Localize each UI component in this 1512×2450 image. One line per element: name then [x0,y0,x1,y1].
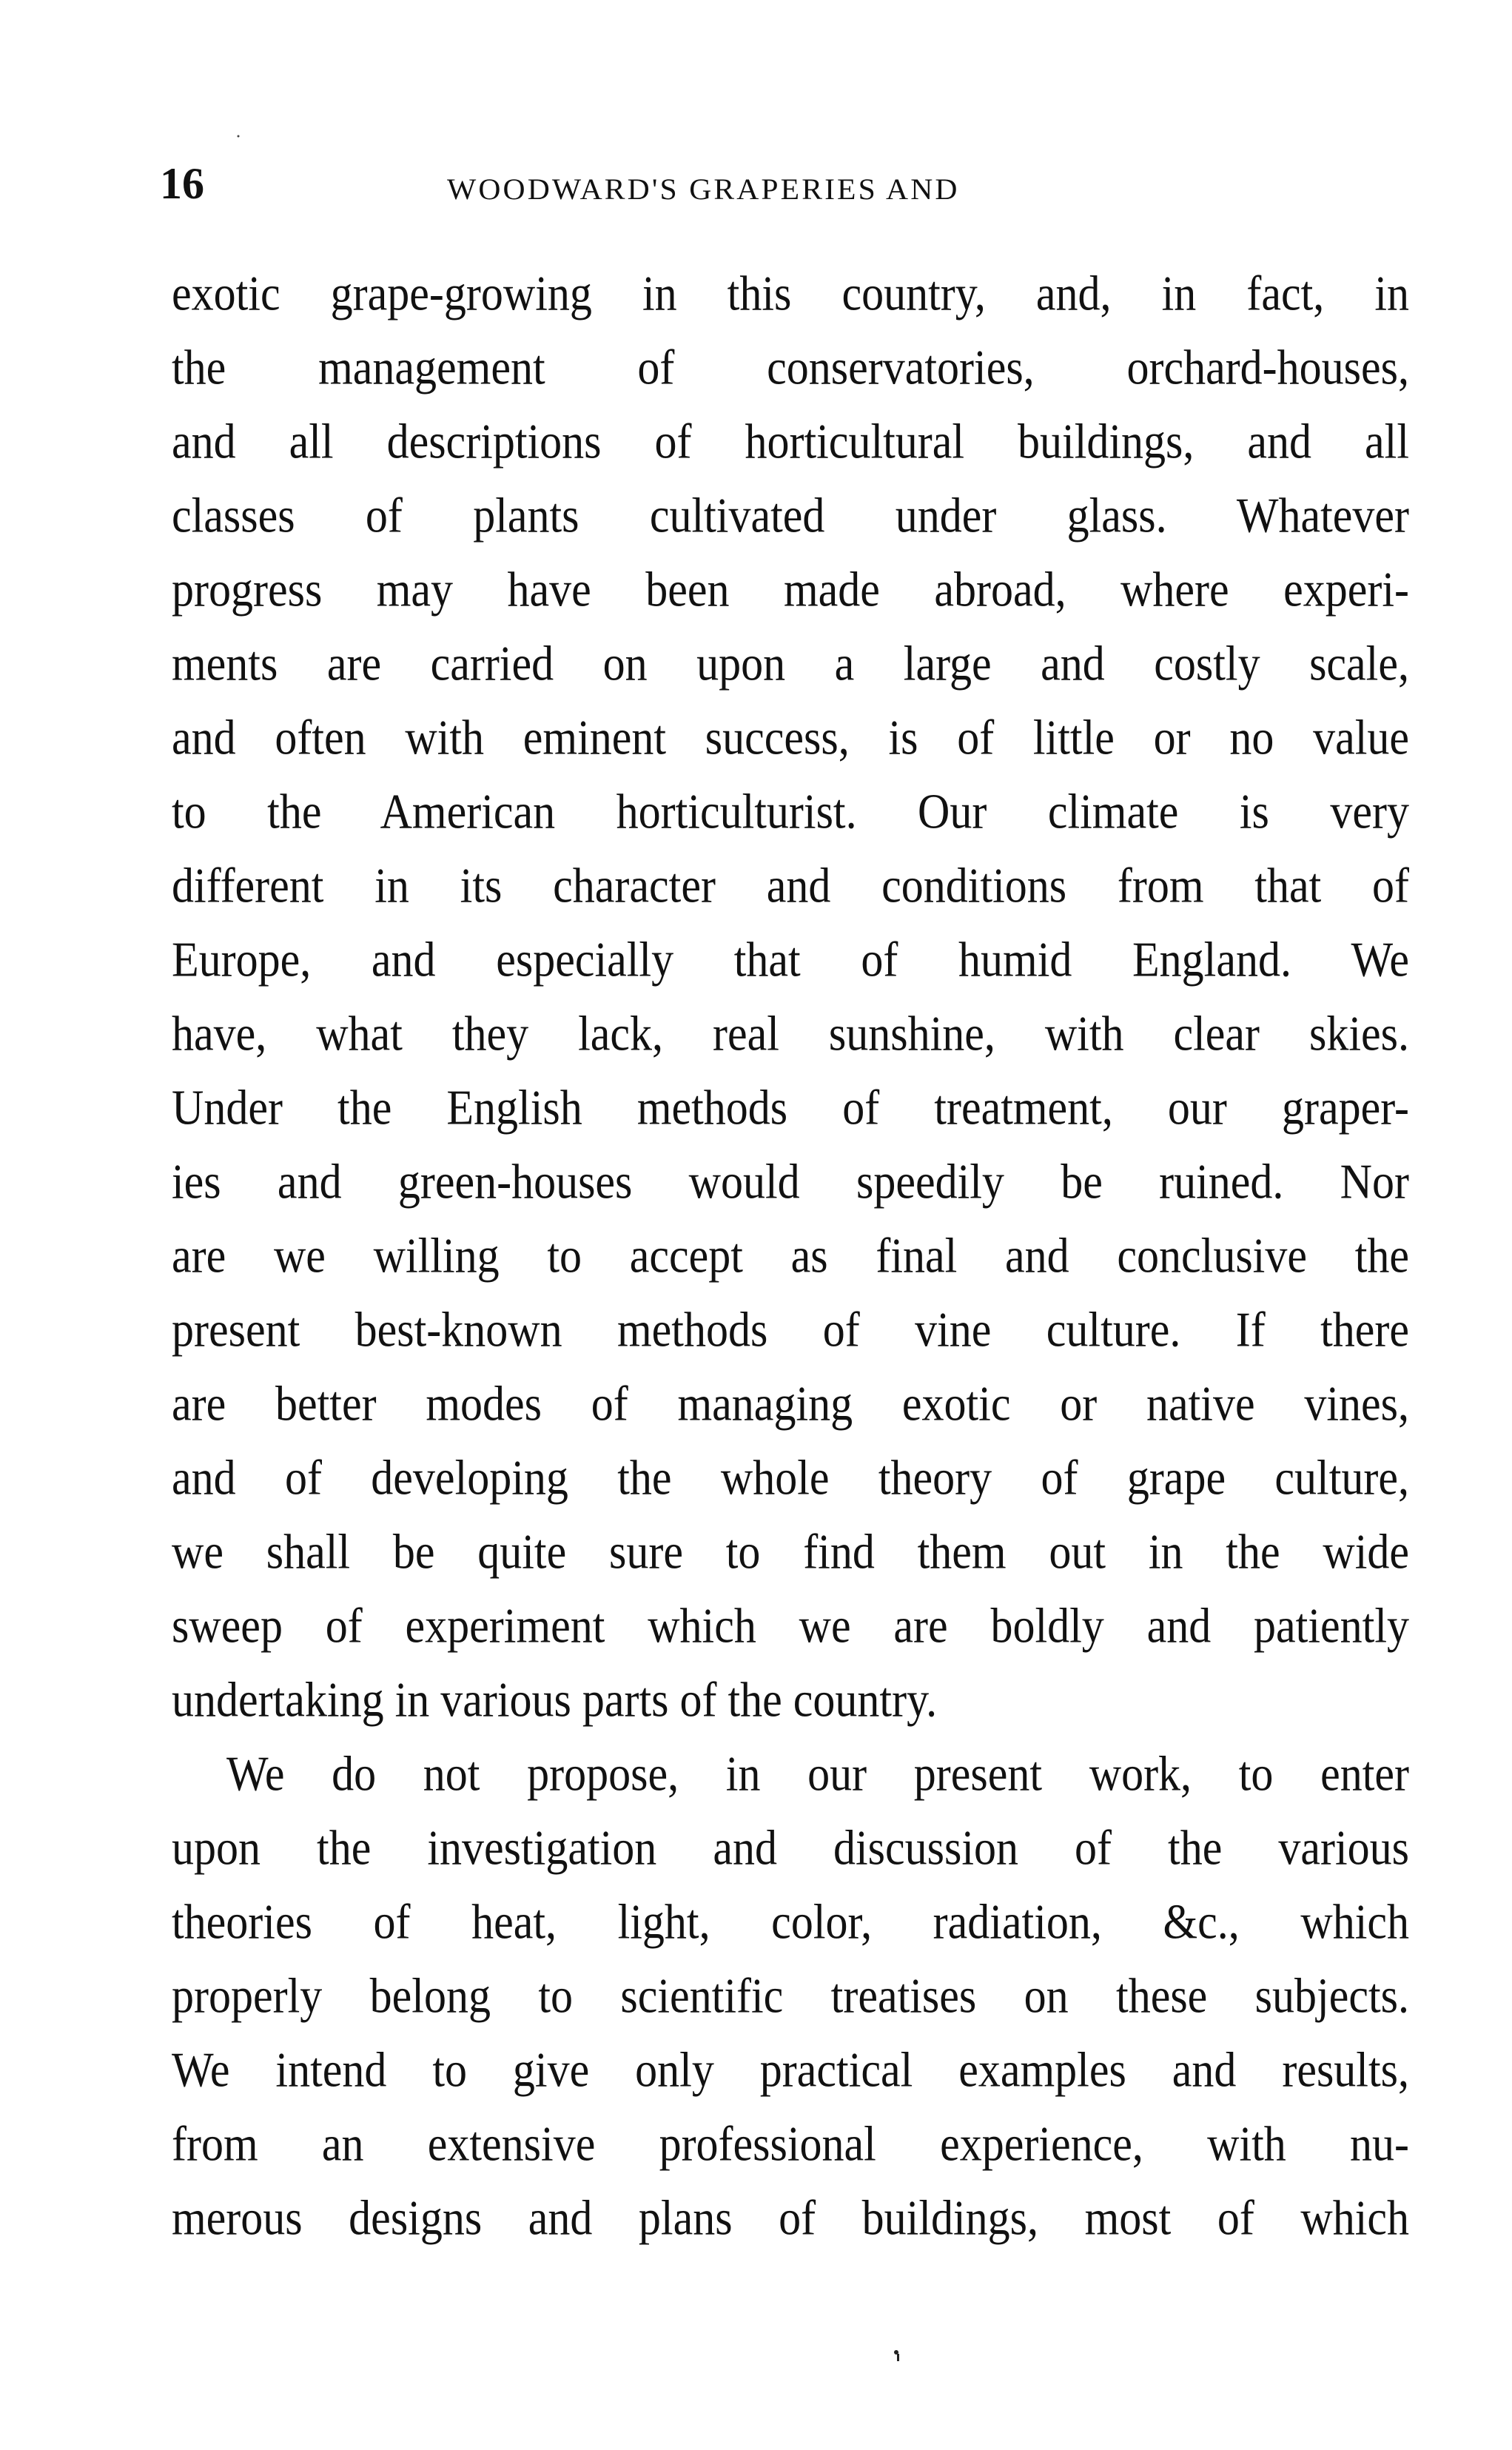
text-line: and all descriptions of horticultural buildings, and all [172,414,1409,469]
text-line: properly belong to scientific treatises on these subjects. [172,1968,1409,2023]
text-line: exotic grape-growing in this country, and, in fact, in [172,266,1409,320]
paragraph-2 [172,1736,1409,2255]
text-line: We intend to give only practical examples and results, [172,2042,1409,2097]
running-head-title: WOODWARD'S GRAPERIES AND [447,172,960,206]
text-line: and often with eminent success, is of little or no value [172,710,1409,765]
running-head [160,154,1418,213]
text-line: are better modes of managing exotic or native vines, [172,1376,1409,1431]
body-text [172,256,1409,2255]
text-line: the management of conservatories, orchard-houses, [172,340,1409,395]
text-line: present best-known methods of vine culture. If there [172,1302,1409,1357]
text-line: classes of plants cultivated under glass. Whatever [172,488,1409,543]
text-line: progress may have been made abroad, where experi- [172,562,1409,617]
text-line: merous designs and plans of buildings, most of which [172,2190,1409,2245]
speck [897,2354,899,2361]
text-line: upon the investigation and discussion of the various [172,1820,1409,1875]
text-line: ments are carried on upon a large and costly scale, [172,636,1409,691]
text-line: theories of heat, light, color, radiation, &c., which [172,1894,1409,1949]
text-line: are we willing to accept as final and conclusive the [172,1228,1409,1283]
text-line: Europe, and especially that of humid England. We [172,932,1409,987]
text-line: to the American horticulturist. Our climate is very [172,784,1409,839]
speck [894,2350,898,2355]
page-number: 16 [160,159,204,208]
text-line: Under the English methods of treatment, our graper- [172,1080,1409,1135]
text-line: and of developing the whole theory of grape culture, [172,1450,1409,1505]
text-line: have, what they lack, real sunshine, with clear skies. [172,1006,1409,1061]
text-line: we shall be quite sure to find them out in the wide [172,1524,1409,1579]
text-line: We do not propose, in our present work, to enter [226,1746,1409,1801]
text-line: different in its character and conditions from that of [172,858,1409,913]
speck [238,135,240,138]
text-line: from an extensive professional experience, with nu- [172,2116,1409,2171]
paragraph-1 [172,256,1409,1736]
text-line: undertaking in various parts of the country. [172,1672,938,1727]
text-line: ies and green-houses would speedily be ruined. Nor [172,1154,1409,1209]
text-line: sweep of experiment which we are boldly and patiently [172,1598,1409,1653]
